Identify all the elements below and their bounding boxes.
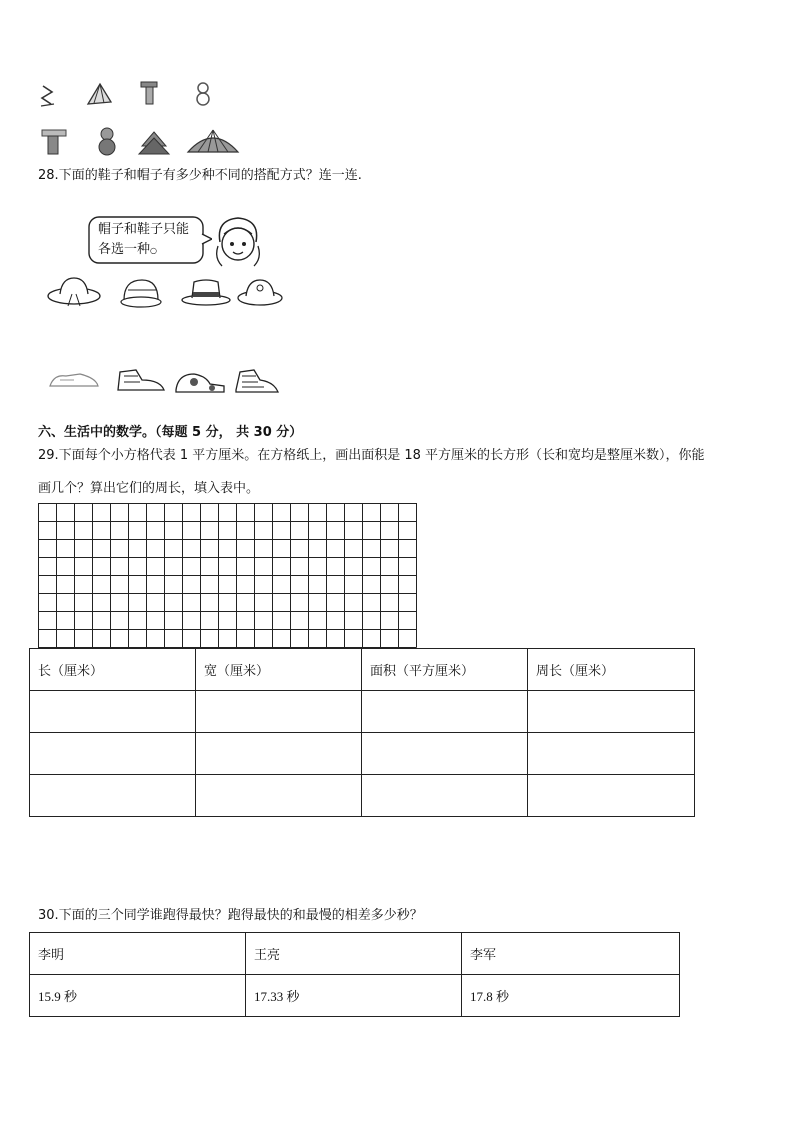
- girl-illustration: [212, 212, 264, 270]
- figure-row-bottom: [38, 124, 298, 164]
- grid-paper[interactable]: [38, 503, 416, 647]
- answer-cell[interactable]: [196, 691, 362, 733]
- speech-mark: ○: [150, 246, 157, 255]
- question-number: 30.: [38, 908, 59, 923]
- question-28: [38, 167, 362, 185]
- hats-row: [44, 274, 284, 314]
- question-text: 下面的鞋子和帽子有多少种不同的搭配方式？连一连.: [58, 168, 362, 183]
- question-number: 29.: [38, 448, 59, 463]
- student-time: 17.8 秒: [462, 975, 680, 1017]
- grid-lines: [38, 503, 417, 648]
- student-time: 15.9 秒: [30, 975, 246, 1017]
- running-times-table: [29, 932, 680, 1017]
- shoe-1-icon: [50, 374, 98, 386]
- answer-cell[interactable]: [362, 733, 528, 775]
- speech-line-1: 帽子和鞋子只能: [98, 222, 190, 237]
- answer-cell[interactable]: [30, 733, 196, 775]
- question-text: 下面的三个同学谁跑得最快？跑得最快的和最慢的相差多少秒？: [58, 908, 423, 923]
- header-length: 长（厘米）: [30, 649, 196, 691]
- answer-cell[interactable]: [528, 775, 695, 817]
- shape-pieces-figure: [38, 78, 238, 118]
- table-header-row: [30, 649, 695, 691]
- shoe-2-icon: [118, 370, 164, 390]
- shoe-3-icon: [176, 374, 224, 392]
- table-row: [30, 775, 695, 817]
- names-row: [30, 933, 680, 975]
- answer-cell[interactable]: [528, 733, 695, 775]
- shoes-figure: [46, 362, 286, 398]
- speech-line-2: 各选一种: [98, 242, 151, 257]
- student-name: 李明: [30, 933, 246, 975]
- answer-cell[interactable]: [196, 775, 362, 817]
- hat-4-icon: [238, 280, 282, 305]
- answer-cell[interactable]: [30, 691, 196, 733]
- answer-cell[interactable]: [362, 691, 528, 733]
- answer-cell[interactable]: [528, 691, 695, 733]
- shoe-4-icon: [236, 370, 278, 392]
- header-area: 面积（平方厘米）: [362, 649, 528, 691]
- question-29-line-1: [38, 447, 705, 465]
- header-width: 宽（厘米）: [196, 649, 362, 691]
- composite-shapes-figure: [38, 124, 298, 164]
- girl-face-icon: [212, 212, 264, 270]
- answer-cell[interactable]: [196, 733, 362, 775]
- student-time: 17.33 秒: [246, 975, 462, 1017]
- answer-cell[interactable]: [30, 775, 196, 817]
- student-name: 李军: [462, 933, 680, 975]
- shoes-row: [46, 362, 286, 398]
- student-name: 王亮: [246, 933, 462, 975]
- question-number: 28.: [38, 168, 59, 183]
- question-30: [38, 907, 423, 925]
- figure-row-top: [38, 78, 238, 118]
- hats-figure: [44, 274, 284, 314]
- speech-bubble: [88, 216, 212, 266]
- hat-2-icon: [121, 280, 161, 307]
- question-29-line-2: 画几个？算出它们的周长，填入表中。: [38, 481, 260, 496]
- section-title: 六、生活中的数学。（每题 5 分， 共 30 分）: [38, 425, 303, 440]
- table-row: [30, 691, 695, 733]
- header-perimeter: 周长（厘米）: [528, 649, 695, 691]
- question-text: 下面每个小方格代表 1 平方厘米。在方格纸上，画出面积是 18 平方厘米的长方形（长和宽均是整厘米数），你能: [58, 448, 705, 463]
- answer-cell[interactable]: [362, 775, 528, 817]
- table-row: [30, 733, 695, 775]
- hat-3-icon: [182, 280, 230, 305]
- times-row: [30, 975, 680, 1017]
- rectangle-table: [29, 648, 695, 817]
- hat-1-icon: [48, 278, 100, 306]
